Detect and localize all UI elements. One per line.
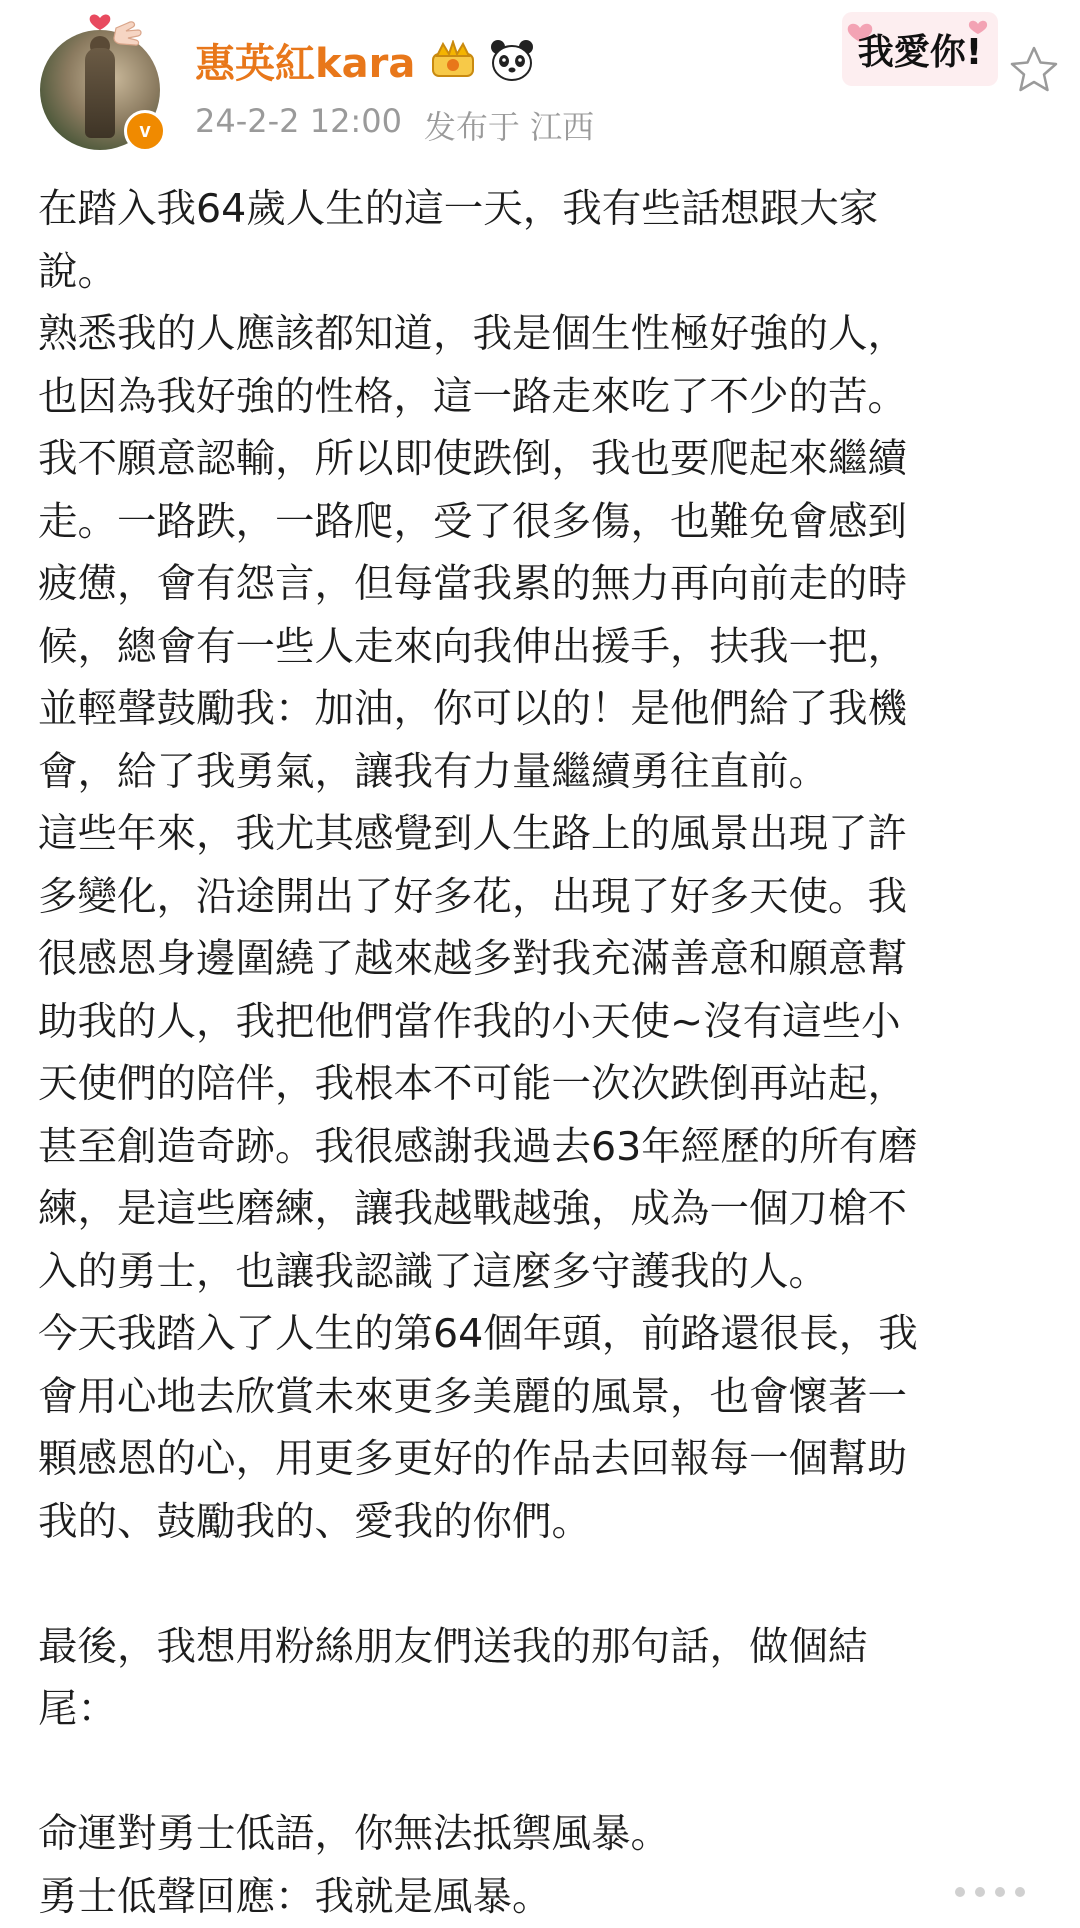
- post-text-line: 疲憊，會有怨言，但每當我累的無力再向前走的時: [38, 553, 1048, 616]
- avatar-figure-body: [85, 48, 115, 138]
- post-text-line: 會，給了我勇氣，讓我有力量繼續勇往直前。: [38, 741, 1048, 804]
- post-text-line: 在踏入我64歲人生的這一天，我有些話想跟大家: [38, 178, 1048, 241]
- post-text-line: 熟悉我的人應該都知道，我是個生性極好強的人，: [38, 303, 1048, 366]
- post-text-line: 並輕聲鼓勵我：加油，你可以的！是他們給了我機: [38, 678, 1048, 741]
- post-text-line: 候，總會有一些人走來向我伸出援手，扶我一把，: [38, 616, 1048, 679]
- post-text-line: 很感恩身邊圍繞了越來越多對我充滿善意和願意幫: [38, 928, 1048, 991]
- verified-badge-icon: v: [124, 110, 166, 152]
- post-text-line: 會用心地去欣賞未來更多美麗的風景，也會懷著一: [38, 1366, 1048, 1429]
- post-location: 发布于 江西: [424, 102, 594, 148]
- dots-icon: [950, 1882, 1040, 1902]
- post-text-line: 甚至創造奇跡。我很感謝我過去63年經歷的所有磨: [38, 1116, 1048, 1179]
- post-text-line: 勇士低聲回應：我就是風暴。: [38, 1866, 1048, 1928]
- username[interactable]: 惠英紅kara: [195, 32, 415, 89]
- blank-line: [38, 1741, 1048, 1804]
- post-text-line: 命運對勇士低語，你無法抵禦風暴。: [38, 1803, 1048, 1866]
- post-text-line: 我不願意認輸，所以即使跌倒，我也要爬起來繼續: [38, 428, 1048, 491]
- post-body: [38, 178, 1048, 1928]
- post-text-line: 這些年來，我尤其感覺到人生路上的風景出現了許: [38, 803, 1048, 866]
- star-outline-icon[interactable]: [1008, 44, 1060, 96]
- post-text-line: 入的勇士，也讓我認識了這麼多守護我的人。: [38, 1241, 1048, 1304]
- post-text-line: 也因為我好強的性格，這一路走來吃了不少的苦。: [38, 366, 1048, 429]
- post-text-line: 最後，我想用粉絲朋友們送我的那句話，做個結: [38, 1616, 1048, 1679]
- heart-hand-icon: [86, 8, 146, 58]
- post-header: [0, 0, 1080, 160]
- love-sticker: [840, 6, 1000, 90]
- post-text-line: 天使們的陪伴，我根本不可能一次次跌倒再站起，: [38, 1053, 1048, 1116]
- post-text-line: 助我的人，我把他們當作我的小天使~沒有這些小: [38, 991, 1048, 1054]
- post-text-line: 今天我踏入了人生的第64個年頭，前路還很長，我: [38, 1303, 1048, 1366]
- blank-line: [38, 1553, 1048, 1616]
- sticker-text: 我愛你!: [858, 32, 982, 73]
- username-row: [195, 32, 535, 88]
- panda-emoji-icon: [489, 38, 535, 82]
- post-text-line: 顆感恩的心，用更多更好的作品去回報每一個幫助: [38, 1428, 1048, 1491]
- post-text-line: 我的、鼓勵我的、愛我的你們。: [38, 1491, 1048, 1554]
- post-text-line: 尾：: [38, 1678, 1048, 1741]
- crown-badge-icon[interactable]: [427, 40, 479, 80]
- post-meta: [195, 102, 594, 148]
- post-text-line: 說。: [38, 241, 1048, 304]
- post-timestamp: 24-2-2 12:00: [195, 102, 402, 148]
- post-text-line: 走。一路跌，一路爬，受了很多傷，也難免會感到: [38, 491, 1048, 554]
- post-text-line: 練，是這些磨練，讓我越戰越強，成為一個刀槍不: [38, 1178, 1048, 1241]
- post-text-line: 多變化，沿途開出了好多花，出現了好多天使。我: [38, 866, 1048, 929]
